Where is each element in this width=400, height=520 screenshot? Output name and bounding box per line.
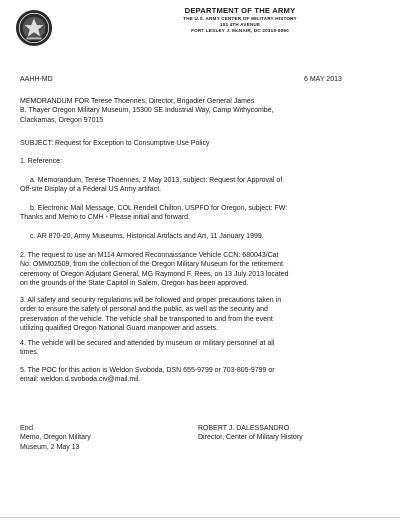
reference-a bbox=[20, 176, 282, 195]
enclosure-line: Memo, Oregon Military bbox=[20, 434, 91, 442]
reference-heading: 1. Reference: bbox=[20, 158, 63, 165]
paragraph-line: 4. The vehicle will be secured and attended by museum or military personnel at all bbox=[20, 340, 275, 347]
paragraph-line: times. bbox=[20, 349, 39, 357]
reference-line: c. AR 870-20, Army Museums, Historical Artifacts and Art, 11 January 1999. bbox=[30, 233, 264, 240]
paragraph-line: preservation of the vehicle. The vehicle shall be transported to and from the event bbox=[20, 315, 273, 323]
paragraph-3 bbox=[20, 296, 281, 334]
reference-line: Thanks and Memo to CMH - Please initial and forward. bbox=[20, 214, 191, 222]
enclosure-line: Encl bbox=[20, 425, 34, 432]
paragraph-line: on the grounds of the State Capitol in Salem, Oregon has been approved. bbox=[20, 280, 249, 288]
memo-for bbox=[20, 97, 274, 125]
reference-line: Off-site Display of a Federal US Army artifact. bbox=[20, 186, 162, 194]
paragraph-line: 2. The request to use an M114 Armored Reconnaissance Vehicle CCN: 680043/Cat bbox=[20, 252, 279, 259]
paragraph-line: order to ensure the safety of personal and the public, as well as the security and bbox=[20, 306, 268, 314]
enclosure-line: Museum, 2 May 13 bbox=[20, 443, 80, 451]
reference-b bbox=[20, 204, 287, 223]
paragraph-5 bbox=[20, 366, 275, 385]
paragraph-line: 3. All safety and security regulations will be followed and proper precautions taken in bbox=[20, 297, 282, 304]
letterhead-line-3: FORT LESLEY J. McNAIR, DC 20319-5060 bbox=[191, 28, 289, 34]
department-name: DEPARTMENT OF THE ARMY bbox=[184, 6, 296, 15]
memo-for-line: Clackamas, Oregon 97015 bbox=[20, 116, 104, 124]
memo-for-line: B. Thayer Oregon Military Museum, 15300 SE Industrial Way, Camp Withycombe, bbox=[20, 107, 274, 115]
paragraph-line: 5. The POC for this action is Weldon Svoboda, DSN 655-9799 or 703-805-9799 or bbox=[20, 367, 275, 374]
reference-line: a. Memorandum, Terese Thoennes, 2 May 2013, subject: Request for Approval of bbox=[30, 177, 283, 184]
letterhead bbox=[118, 6, 362, 35]
page-edge bbox=[0, 517, 400, 518]
reference-line: b. Electronic Mail Message, COL Rendell Chilton, USPFO for Oregon, subject: FW: bbox=[30, 205, 288, 212]
letterhead-line-2: 102 4TH AVENUE bbox=[219, 22, 261, 28]
signature-block bbox=[198, 424, 303, 443]
signer-title: Director, Center of Military History bbox=[198, 434, 303, 442]
letterhead-line-1: THE U.S. ARMY CENTER OF MILITARY HISTORY bbox=[183, 16, 297, 21]
paragraph-4 bbox=[20, 339, 274, 358]
paragraph-line: email: weldon.d.svoboda.civ@mail.mil. bbox=[20, 376, 141, 384]
paragraph-2 bbox=[20, 251, 288, 289]
memo-date: 6 MAY 2013 bbox=[304, 76, 342, 83]
office-symbol: AAHH-MD bbox=[20, 76, 53, 83]
memo-for-line: MEMORANDUM FOR Terese Thoennes, Director, Brigadier General James bbox=[20, 98, 255, 105]
army-seal-icon bbox=[15, 9, 53, 47]
signer-name: ROBERT J. DALESSANDRO bbox=[198, 425, 290, 432]
reference-c bbox=[20, 232, 264, 241]
memo-subject: SUBJECT: Request for Exception to Consumptive Use Policy bbox=[20, 140, 210, 147]
paragraph-line: ceremony of Oregon Adjutant General, MG Raymond F. Rees, on 13 July 2013 located bbox=[20, 270, 289, 278]
enclosure bbox=[20, 424, 91, 452]
paragraph-line: No: OMM02509, from the collection of the Oregon Military Museum for the retirement bbox=[20, 261, 283, 269]
paragraph-line: utilizing qualified Oregon National Guard manpower and assets. bbox=[20, 325, 219, 333]
